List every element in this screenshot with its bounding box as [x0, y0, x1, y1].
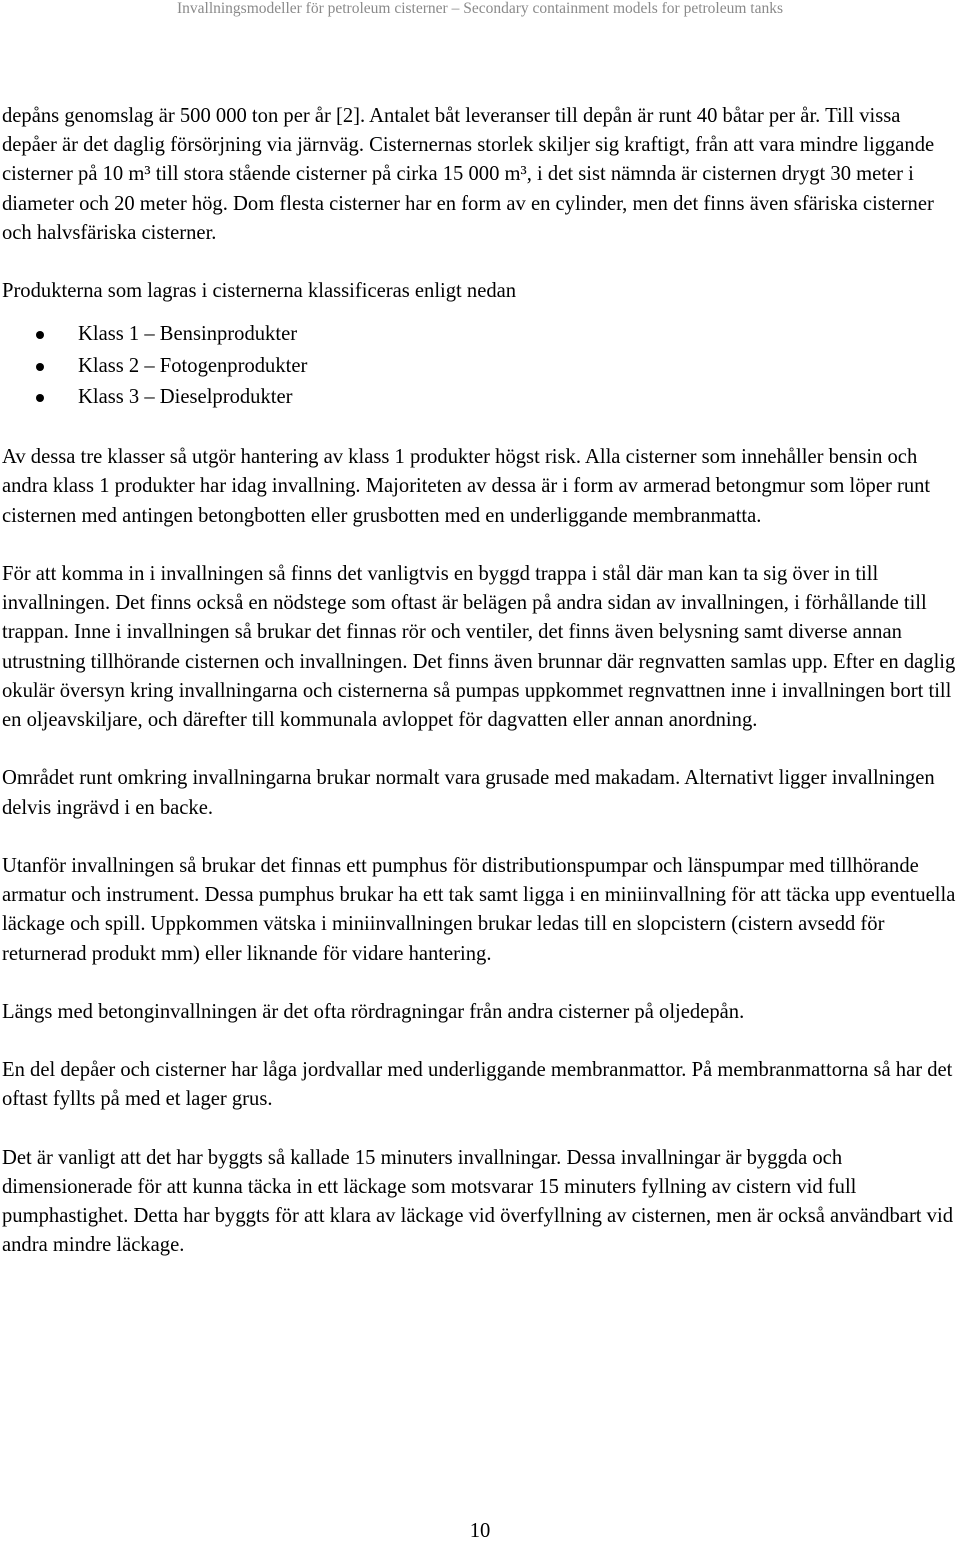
list-item-label: Klass 1 – Bensinprodukter [78, 323, 298, 346]
list-item [2, 382, 958, 414]
paragraph-earth-embankments: En del depåer och cisterner har låga jordvallar med underliggande membranmattor. På membranmattorna så har det oftast fyllts på med et lager grus. [2, 1059, 953, 1111]
list-item-label: Klass 3 – Dieselprodukter [78, 386, 293, 409]
paragraph-access-and-drainage: För att komma in i invallningen så finns det vanligtvis en byggd trappa i stål där man kan ta sig över in till invallningen. Det finns också en nödstege som oftast är belägen på andra sidan av invallningen, i förhållande till trappan. Inne i invallningen så brukar det finnas rör och ventiler, det finns även belysning samt diverse annan utrustning tillhörande cisternen och invallningen. Det finns även brunnar där regnvatten samlas upp. Efter en daglig okulär översyn kring invallningarna och cisternerna så pumpas uppkommet regnvattnen inne i invallningen bort till en oljeavskiljare, och därefter till kommunala avloppet för dagvatten eller annan anordning. [2, 562, 956, 731]
page-number: 10 [469, 1520, 491, 1542]
list-item [2, 319, 958, 351]
bullet-icon [36, 331, 44, 339]
bullet-icon [36, 394, 44, 402]
paragraph-piping: Längs med betonginvallningen är det ofta rördragningar från andra cisterner på oljedepån. [2, 1000, 745, 1023]
document-body [2, 102, 958, 1290]
paragraph-class-risk: Av dessa tre klasser så utgör hantering av klass 1 produkter högst risk. Alla cisterner som innehåller bensin och andra klass 1 produkter har idag invallning. Majoriteten av dessa är i form av armerad betongmur som löper runt cisternen med antingen betongbotten eller grusbotten med en underliggande membranmatta. [2, 446, 931, 527]
list-item [2, 351, 958, 383]
running-header: Invallningsmodeller för petroleum cisterner – Secondary containment models for petroleum tanks [176, 0, 784, 17]
paragraph-depot-capacity: depåns genomslag är 500 000 ton per år [2]. Antalet båt leveranser till depån är runt 40 båtar per år. Till vissa depåer är det daglig försörjning via järnväg. Cisternernas storlek skiljer sig kraftigt, från att vara mindre liggande cisterner på 10 m³ till stora stående cisterner på cirka 15 000 m³, i det sist nämnda är cisternen drygt 30 meter i diameter och 20 meter hög. Dom flesta cisterner har en form av en cylinder, men det finns även sfäriska cisterner och halvsfäriska cisterner. [2, 105, 935, 244]
paragraph-15-minute-containment: Det är vanligt att det har byggts så kallade 15 minuters invallningar. Dessa invallningar är byggda och dimensionerade för att kunna täcka in ett läckage som motsvarar 15 minuters fyllning av cistern vid full pumphastighet. Detta har byggts för att klara av läckage vid överfyllning av cisternen, men är också användbart vid andra mindre läckage. [2, 1146, 953, 1257]
paragraph-pump-house: Utanför invallningen så brukar det finnas ett pumphus för distributionspumpar och länspumpar med tillhörande armatur och instrument. Dessa pumphus brukar ha ett tak samt ligga i en miniinvallning för att täcka upp eventuella läckage och spill. Uppkommen vätska i miniinvallningen brukar ledas till en slopcistern (cistern avsedd för returnerad produkt mm) eller liknande för vidare hantering. [2, 854, 956, 965]
product-class-list [2, 306, 958, 414]
paragraph-product-classification-intro: Produkterna som lagras i cisternerna klassificeras enligt nedan [2, 280, 517, 303]
paragraph-surroundings: Området runt omkring invallningarna brukar normalt vara grusade med makadam. Alternativt ligger invallningen delvis ingrävd i en backe. [2, 767, 935, 819]
list-item-label: Klass 2 – Fotogenprodukter [78, 354, 308, 377]
bullet-icon [36, 363, 44, 371]
